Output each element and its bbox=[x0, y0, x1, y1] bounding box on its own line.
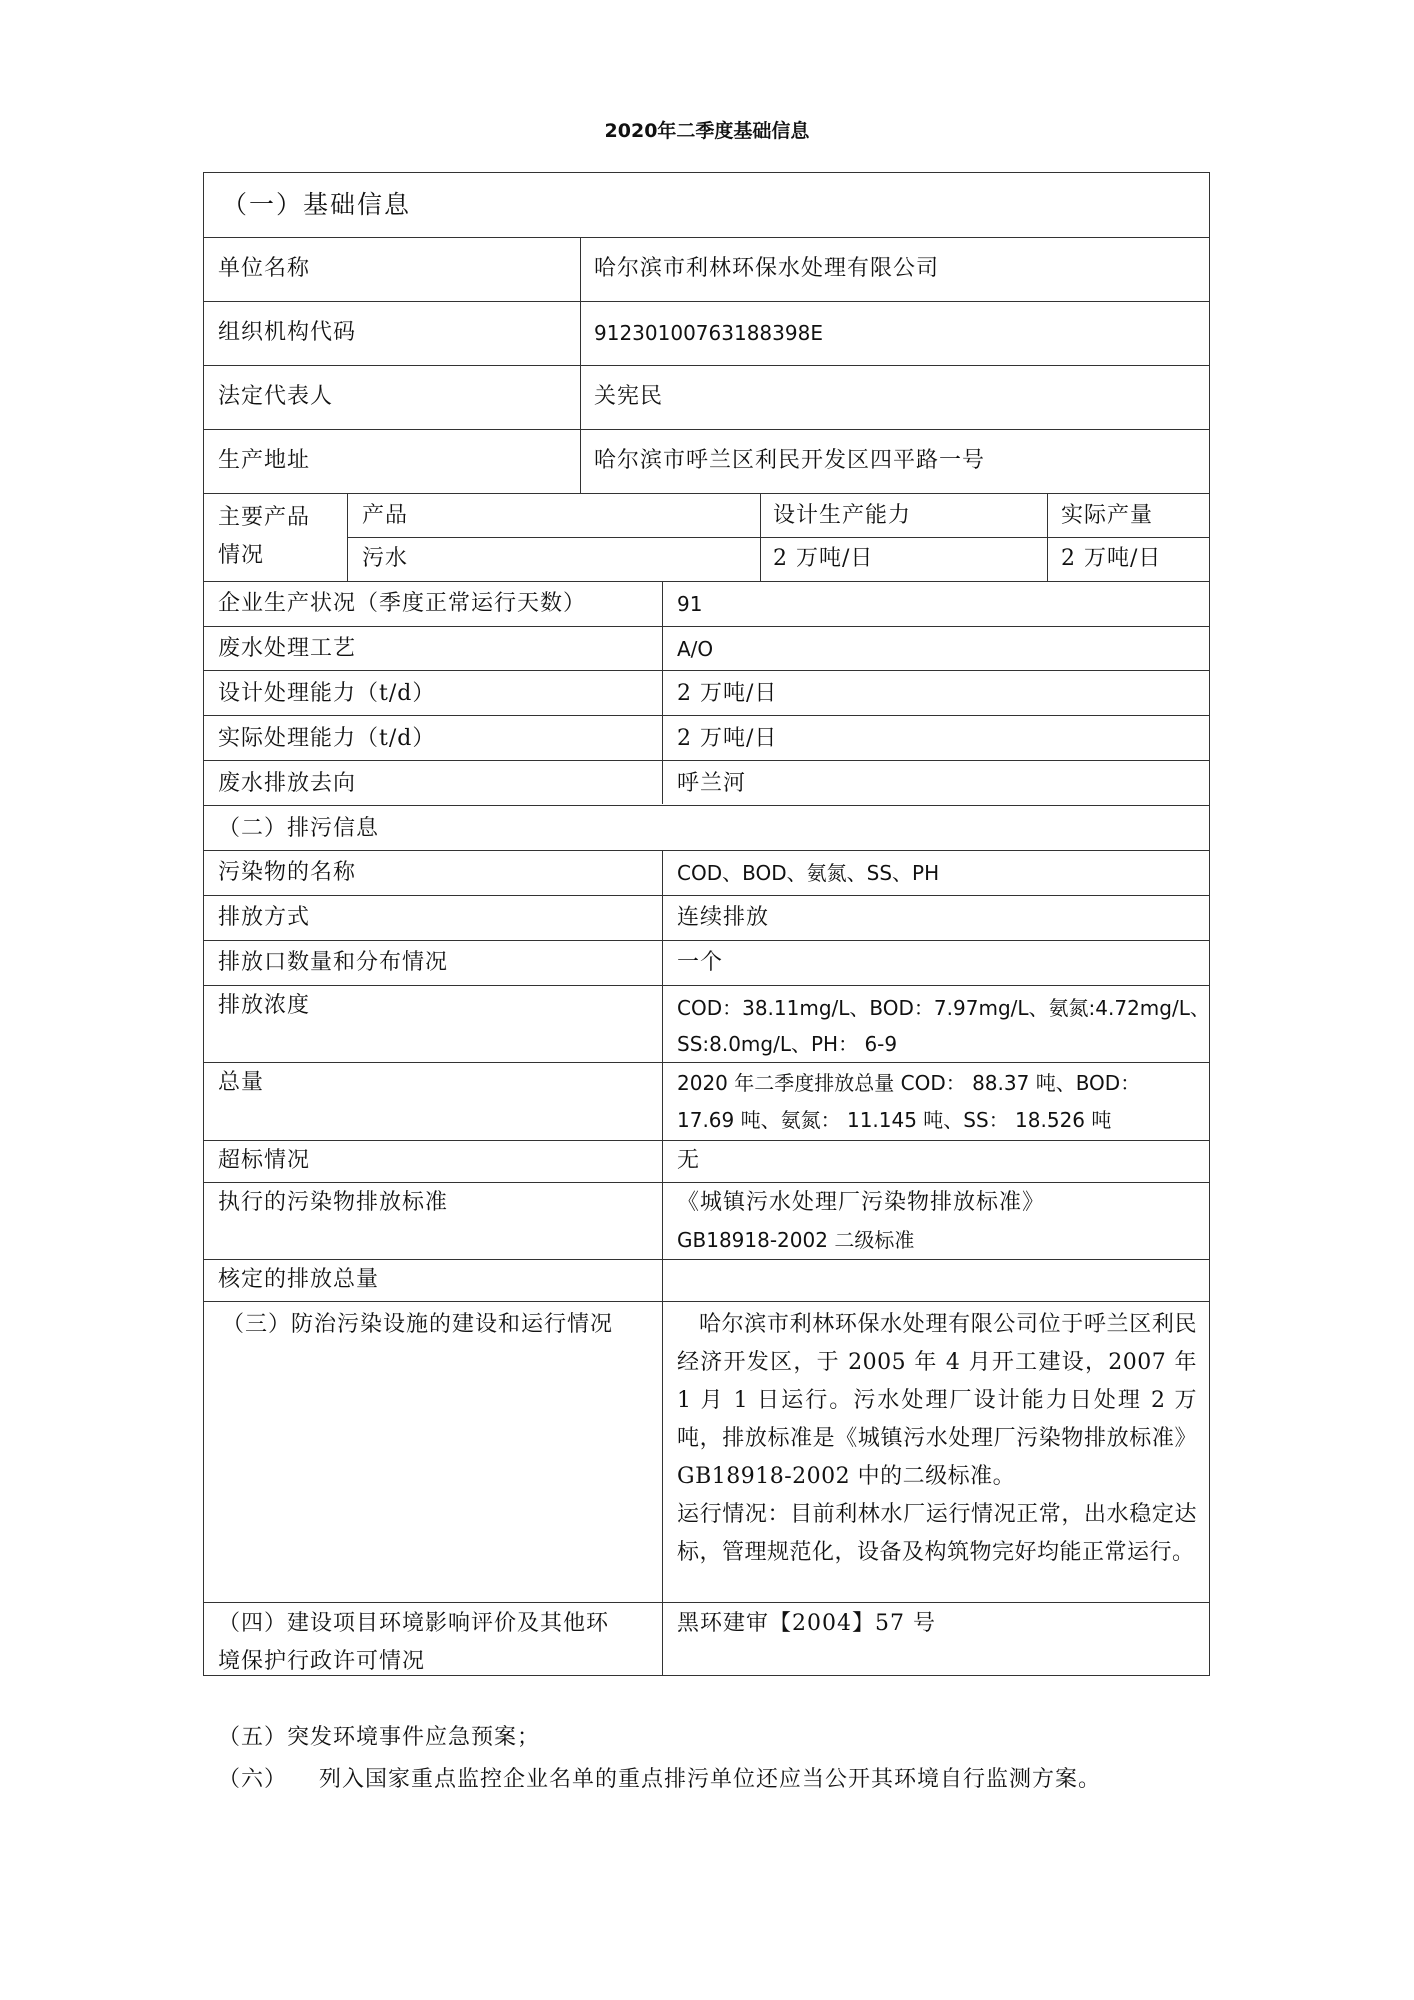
row-divider bbox=[203, 626, 1210, 627]
row-divider bbox=[203, 670, 1210, 671]
approved-total-label: 核定的排放总量 bbox=[218, 1267, 380, 1292]
row-divider bbox=[203, 760, 1210, 761]
legal-rep-label: 法定代表人 bbox=[218, 384, 334, 409]
process-value: A/O bbox=[677, 637, 714, 661]
discharge-dest-label: 废水排放去向 bbox=[218, 771, 357, 796]
row-divider bbox=[203, 940, 1210, 941]
exceed-label: 超标情况 bbox=[218, 1148, 311, 1173]
row-divider bbox=[203, 1259, 1210, 1260]
row-divider bbox=[203, 1602, 1210, 1603]
row-divider bbox=[203, 493, 1210, 494]
section3-paragraph: 运行情况：目前利林水厂运行情况正常，出水稳定达标，管理规范化，设备及构筑物完好均能正常运行。 bbox=[677, 1502, 1197, 1565]
products-cell-actual: 2 万吨/日 bbox=[1061, 546, 1162, 571]
column-divider bbox=[1047, 493, 1048, 581]
org-code-value: 91230100763188398E bbox=[594, 321, 823, 345]
footer-item6: （六） 列入国家重点监控企业名单的重点排污单位还应当公开其环境自行监测方案。 bbox=[218, 1767, 1101, 1792]
total-value: 2020 年二季度排放总量 COD： 88.37 吨、BOD： bbox=[677, 1071, 1141, 1095]
exceed-value: 无 bbox=[677, 1148, 701, 1173]
row-divider bbox=[203, 581, 1210, 582]
column-divider bbox=[662, 850, 663, 1676]
actual-capacity-value: 2 万吨/日 bbox=[677, 726, 778, 751]
standard-value: GB18918-2002 二级标准 bbox=[677, 1228, 915, 1252]
status-value: 91 bbox=[677, 592, 703, 616]
outlets-label: 排放口数量和分布情况 bbox=[218, 950, 449, 975]
method-value: 连续排放 bbox=[677, 905, 770, 930]
products-label: 主要产品 bbox=[218, 505, 311, 530]
row-divider bbox=[347, 537, 1210, 538]
pollutants-label: 污染物的名称 bbox=[218, 860, 357, 885]
column-divider bbox=[662, 581, 663, 804]
pollutants-value: COD、BOD、氨氮、SS、PH bbox=[677, 861, 940, 885]
row-divider bbox=[203, 895, 1210, 896]
address-label: 生产地址 bbox=[218, 448, 311, 473]
outlets-value: 一个 bbox=[677, 950, 724, 975]
section3-label: （三）防治污染设施的建设和运行情况 bbox=[222, 1312, 614, 1337]
unit-name-label: 单位名称 bbox=[218, 256, 311, 281]
section4-label: （四）建设项目环境影响评价及其他环 bbox=[218, 1611, 610, 1636]
org-code-label: 组织机构代码 bbox=[218, 320, 357, 345]
total-label: 总量 bbox=[218, 1070, 265, 1095]
row-divider bbox=[203, 301, 1210, 302]
page-title: 2020年二季度基础信息 bbox=[604, 120, 810, 142]
products-cell-product: 污水 bbox=[362, 546, 409, 571]
row-divider bbox=[203, 805, 1210, 806]
discharge-dest-value: 呼兰河 bbox=[677, 771, 747, 796]
products-header-design: 设计生产能力 bbox=[773, 503, 912, 528]
method-label: 排放方式 bbox=[218, 905, 311, 930]
design-capacity-value: 2 万吨/日 bbox=[677, 681, 778, 706]
section3-paragraph: 哈尔滨市利林环保水处理有限公司位于呼兰区利民经济开发区，于 2005 年 4 月开工建设，2007 年 1 月 1 日运行。污水处理厂设计能力日处理 2 万吨，排放标准是《城镇污水处理厂污染物排放标准》GB18918-2002 中的二级标准。 bbox=[677, 1312, 1197, 1489]
products-header-product: 产品 bbox=[362, 503, 409, 528]
row-divider bbox=[203, 715, 1210, 716]
status-label: 企业生产状况（季度正常运行天数） bbox=[218, 591, 587, 616]
row-divider bbox=[203, 1140, 1210, 1141]
standard-label: 执行的污染物排放标准 bbox=[218, 1190, 449, 1215]
unit-name-value: 哈尔滨市利林环保水处理有限公司 bbox=[594, 256, 940, 281]
row-divider bbox=[203, 237, 1210, 238]
concentration-label: 排放浓度 bbox=[218, 993, 311, 1018]
products-cell-design: 2 万吨/日 bbox=[773, 546, 874, 571]
address-value: 哈尔滨市呼兰区利民开发区四平路一号 bbox=[594, 448, 986, 473]
footer-item5: （五）突发环境事件应急预案； bbox=[218, 1725, 541, 1750]
legal-rep-value: 关宪民 bbox=[594, 384, 664, 409]
process-label: 废水处理工艺 bbox=[218, 636, 357, 661]
row-divider bbox=[203, 429, 1210, 430]
section4-label: 境保护行政许可情况 bbox=[218, 1649, 426, 1674]
column-divider bbox=[347, 493, 348, 581]
row-divider bbox=[203, 985, 1210, 986]
actual-capacity-label: 实际处理能力（t/d） bbox=[218, 726, 436, 751]
section2-heading: （二）排污信息 bbox=[218, 816, 380, 841]
row-divider bbox=[203, 850, 1210, 851]
row-divider bbox=[203, 1301, 1210, 1302]
column-divider bbox=[580, 237, 581, 493]
row-divider bbox=[203, 365, 1210, 366]
products-label: 情况 bbox=[218, 543, 265, 568]
products-header-actual: 实际产量 bbox=[1061, 503, 1154, 528]
row-divider bbox=[203, 1182, 1210, 1183]
total-value: 17.69 吨、氨氮： 11.145 吨、SS： 18.526 吨 bbox=[677, 1108, 1112, 1132]
concentration-value: SS:8.0mg/L、PH： 6-9 bbox=[677, 1032, 898, 1056]
section1-heading: （一）基础信息 bbox=[222, 190, 412, 219]
concentration-value: COD：38.11mg/L、BOD：7.97mg/L、氨氮:4.72mg/L、 bbox=[677, 996, 1210, 1020]
section3-description bbox=[677, 1306, 1197, 1572]
section4-value: 黑环建审【2004】57 号 bbox=[677, 1611, 936, 1636]
column-divider bbox=[760, 493, 761, 581]
design-capacity-label: 设计处理能力（t/d） bbox=[218, 681, 436, 706]
standard-value: 《城镇污水处理厂污染物排放标准》 bbox=[677, 1190, 1046, 1215]
